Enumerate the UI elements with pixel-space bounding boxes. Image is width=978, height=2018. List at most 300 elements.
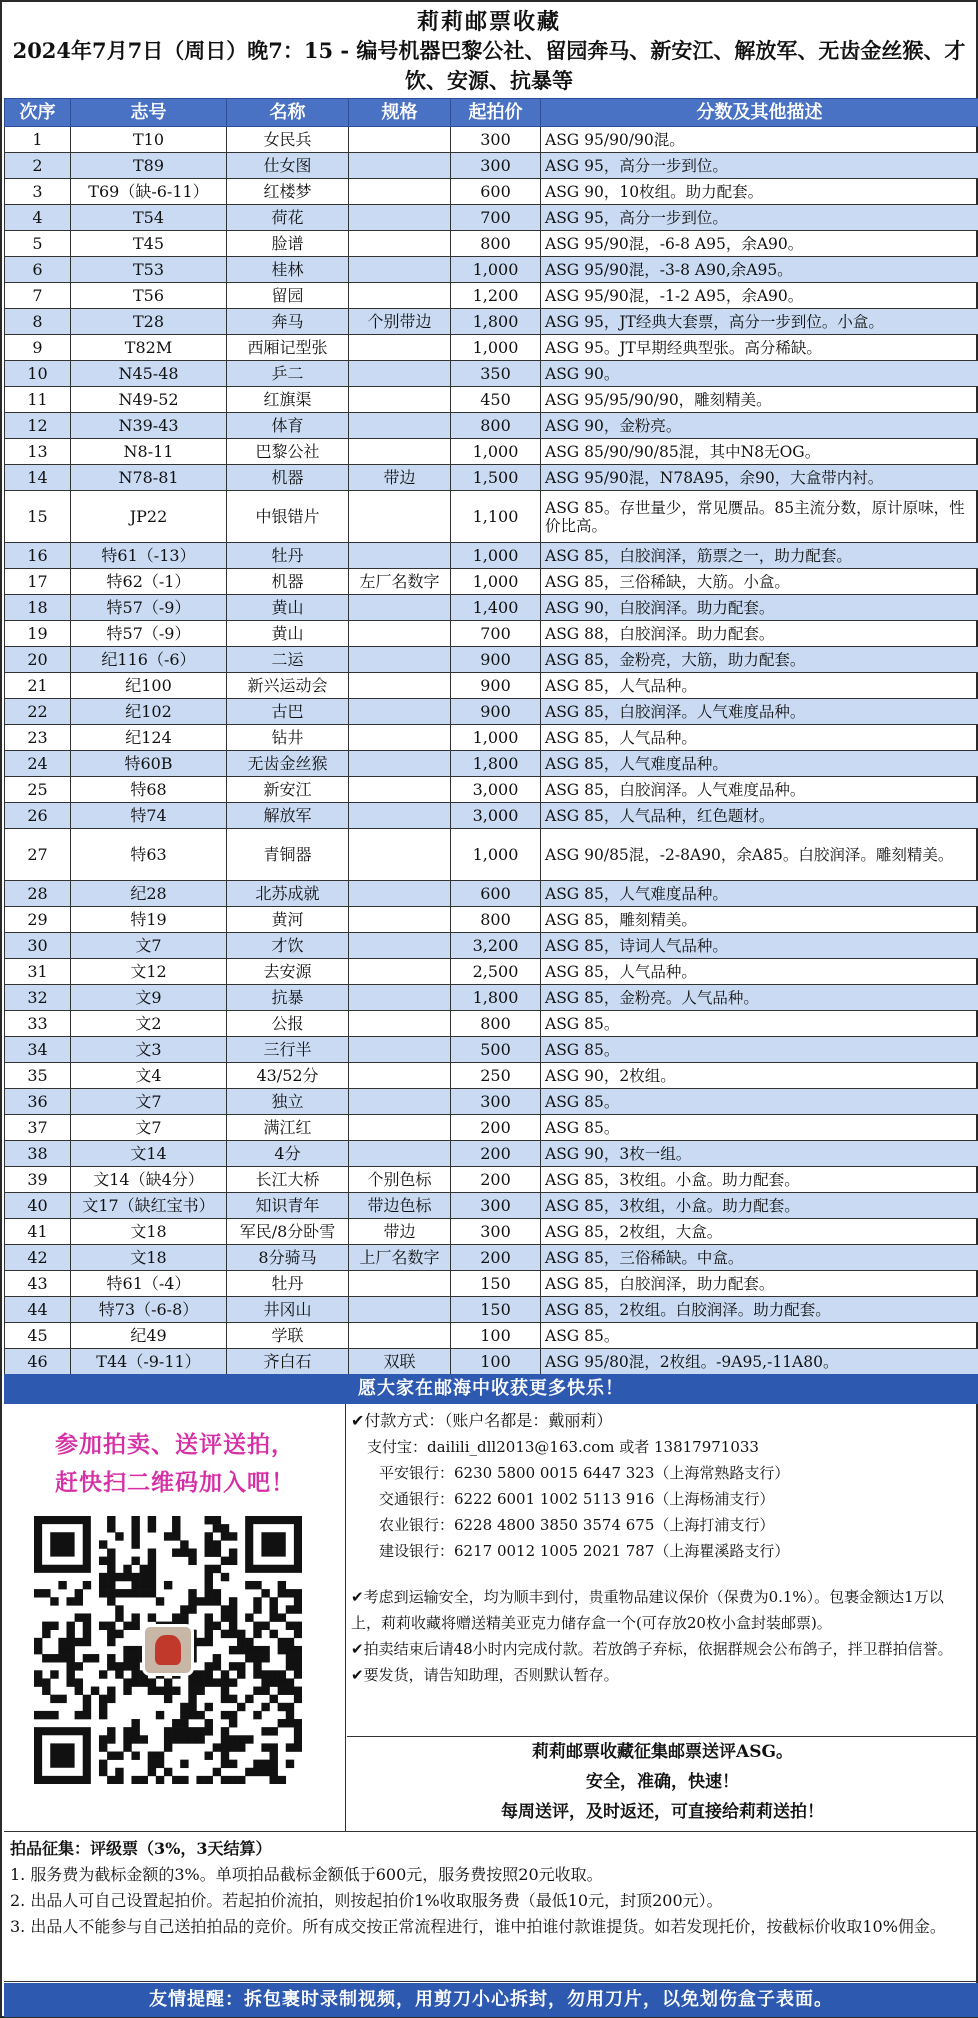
stamp-spec: [349, 205, 451, 231]
col-header-no: 次序: [5, 99, 71, 127]
start-price: 100: [451, 1349, 541, 1375]
stamp-code: N78-81: [71, 465, 227, 491]
start-price: 700: [451, 621, 541, 647]
stamp-spec: [349, 439, 451, 465]
stamp-spec: 左厂名数字: [349, 569, 451, 595]
lot-description: ASG 85，诗词人气品种。: [541, 933, 978, 959]
stamp-name: 知识青年: [227, 1193, 349, 1219]
start-price: 600: [451, 881, 541, 907]
asg-line-3: 每周送评，及时返还，可直接给莉莉送拍！: [501, 1802, 824, 1822]
lot-description: ASG 95/90混，-1-2 A95，余A90。: [541, 283, 978, 309]
stamp-spec: [349, 257, 451, 283]
stamp-name: 长江大桥: [227, 1167, 349, 1193]
start-price: 900: [451, 673, 541, 699]
table-row: [5, 673, 978, 699]
col-header-name: 名称: [227, 99, 349, 127]
rules-heading: 拍品征集：评级票（3%，3天结算）: [10, 1839, 272, 1858]
lot-number: 39: [5, 1167, 71, 1193]
stamp-name: 红旗渠: [227, 387, 349, 413]
stamp-code: N49-52: [71, 387, 227, 413]
stamp-spec: [349, 283, 451, 309]
rule-item: 2. 出品人可自己设置起拍价。若起拍价流拍，则按起拍价1%收取服务费（最低10元，封顶200元）。: [10, 1891, 723, 1910]
start-price: 200: [451, 1245, 541, 1271]
stamp-name: 桂林: [227, 257, 349, 283]
start-price: 350: [451, 361, 541, 387]
stamp-code: 特62（-1）: [71, 569, 227, 595]
start-price: 1,100: [451, 491, 541, 543]
lot-description: ASG 95，JT经典大套票，高分一步到位。小盒。: [541, 309, 978, 335]
stamp-name: 43/52分: [227, 1063, 349, 1089]
lot-description: ASG 85。: [541, 1323, 978, 1349]
stamp-name: 8分骑马: [227, 1245, 349, 1271]
stamp-spec: [349, 1297, 451, 1323]
table-row: [5, 1115, 978, 1141]
table-row: [5, 595, 978, 621]
lot-number: 19: [5, 621, 71, 647]
table-row: [5, 777, 978, 803]
stamp-name: 井冈山: [227, 1297, 349, 1323]
lot-description: ASG 85，金粉亮，大筋，助力配套。: [541, 647, 978, 673]
qr-code[interactable]: [34, 1516, 302, 1784]
lot-number: 29: [5, 907, 71, 933]
start-price: 800: [451, 907, 541, 933]
table-row: [5, 283, 978, 309]
table-row: [5, 959, 978, 985]
lot-number: 23: [5, 725, 71, 751]
lot-description: ASG 95，高分一步到位。: [541, 153, 978, 179]
lot-number: 25: [5, 777, 71, 803]
start-price: 900: [451, 699, 541, 725]
lot-number: 8: [5, 309, 71, 335]
lot-description: ASG 95/80混，2枚组。-9A95,-11A80。: [541, 1349, 978, 1375]
lot-number: 26: [5, 803, 71, 829]
stamp-name: 新安江: [227, 777, 349, 803]
lot-description: ASG 90，金粉亮。: [541, 413, 978, 439]
stamp-spec: [349, 985, 451, 1011]
start-price: 1,800: [451, 985, 541, 1011]
lot-number: 36: [5, 1089, 71, 1115]
stamp-code: 特57（-9）: [71, 621, 227, 647]
stamp-name: 无齿金丝猴: [227, 751, 349, 777]
asg-line-2: 安全，准确，快速！: [586, 1772, 739, 1792]
qr-panel: [4, 1404, 346, 1832]
lot-description: ASG 85。: [541, 1011, 978, 1037]
lots-table: [4, 98, 978, 1375]
payment-heading: ✔付款方式：（账户名都是：戴丽莉）: [351, 1411, 613, 1430]
start-price: 1,000: [451, 569, 541, 595]
lot-description: ASG 85，2枚组。白胶润泽。助力配套。: [541, 1297, 978, 1323]
lot-number: 24: [5, 751, 71, 777]
stamp-code: T44（-9-11）: [71, 1349, 227, 1375]
table-row: [5, 543, 978, 569]
table-row: [5, 1219, 978, 1245]
table-row: [5, 1245, 978, 1271]
table-row: [5, 413, 978, 439]
stamp-spec: [349, 1323, 451, 1349]
asg-service-box: [347, 1736, 978, 1832]
stamp-spec: [349, 595, 451, 621]
lot-description: ASG 85，白胶润泽，筋票之一，助力配套。: [541, 543, 978, 569]
promo-text: [14, 1426, 336, 1502]
start-price: 700: [451, 205, 541, 231]
table-row: [5, 231, 978, 257]
stamp-name: 乒二: [227, 361, 349, 387]
lot-description: ASG 90，白胶润泽。助力配套。: [541, 595, 978, 621]
stamp-spec: [349, 1115, 451, 1141]
bank-line: 平安银行：6230 5800 0015 6447 323（上海常熟路支行）: [379, 1464, 790, 1482]
lot-number: 42: [5, 1245, 71, 1271]
qr-logo: [142, 1624, 194, 1676]
table-row: [5, 1297, 978, 1323]
start-price: 500: [451, 1037, 541, 1063]
stamp-code: 特74: [71, 803, 227, 829]
start-price: 200: [451, 1141, 541, 1167]
table-row: [5, 907, 978, 933]
start-price: 3,000: [451, 777, 541, 803]
stamp-code: 文7: [71, 933, 227, 959]
stamp-spec: [349, 127, 451, 153]
start-price: 1,000: [451, 257, 541, 283]
stamp-spec: [349, 361, 451, 387]
lot-description: ASG 90，2枚组。: [541, 1063, 978, 1089]
table-row: [5, 1167, 978, 1193]
stamp-spec: [349, 413, 451, 439]
lot-description: ASG 85，三俗稀缺，大筋。小盒。: [541, 569, 978, 595]
table-row: [5, 699, 978, 725]
stamp-spec: [349, 777, 451, 803]
col-header-desc: 分数及其他描述: [541, 99, 978, 127]
lot-description: ASG 85，人气难度品种。: [541, 881, 978, 907]
lot-number: 2: [5, 153, 71, 179]
table-row: [5, 829, 978, 881]
stamp-code: 文18: [71, 1219, 227, 1245]
start-price: 300: [451, 127, 541, 153]
stamp-spec: [349, 803, 451, 829]
start-price: 150: [451, 1271, 541, 1297]
lot-description: ASG 85/90/90/85混，其中N8无OG。: [541, 439, 978, 465]
stamp-spec: [349, 673, 451, 699]
start-price: 1,000: [451, 543, 541, 569]
stamp-spec: 带边色标: [349, 1193, 451, 1219]
stamp-name: 古巴: [227, 699, 349, 725]
stamp-spec: [349, 907, 451, 933]
auction-subtitle: 2024年7月7日（周日）晚7：15 - 编号机器巴黎公社、留园奔马、新安江、解放军、无齿金丝猴、才饮、安源、抗暴等: [12, 38, 966, 93]
stamp-code: T10: [71, 127, 227, 153]
start-price: 900: [451, 647, 541, 673]
start-price: 3,200: [451, 933, 541, 959]
stamp-name: 奔马: [227, 309, 349, 335]
stamp-code: 纪116（-6）: [71, 647, 227, 673]
stamp-name: 脸谱: [227, 231, 349, 257]
promo-line-1: 参加拍卖、送评送拍，: [55, 1431, 295, 1458]
lot-description: ASG 85，金粉亮。人气品种。: [541, 985, 978, 1011]
table-row: [5, 1063, 978, 1089]
table-row: [5, 881, 978, 907]
stamp-name: 齐白石: [227, 1349, 349, 1375]
lot-number: 3: [5, 179, 71, 205]
stamp-code: N8-11: [71, 439, 227, 465]
stamp-name: 抗暴: [227, 985, 349, 1011]
start-price: 1,000: [451, 335, 541, 361]
stamp-name: 钻井: [227, 725, 349, 751]
table-row: [5, 621, 978, 647]
stamp-spec: [349, 335, 451, 361]
stamp-code: 特57（-9）: [71, 595, 227, 621]
start-price: 300: [451, 1219, 541, 1245]
stamp-name: 体育: [227, 413, 349, 439]
lot-description: ASG 85，白胶润泽。人气难度品种。: [541, 699, 978, 725]
lot-number: 15: [5, 491, 71, 543]
lot-description: ASG 85，三俗稀缺。中盒。: [541, 1245, 978, 1271]
lot-number: 35: [5, 1063, 71, 1089]
stamp-code: 文9: [71, 985, 227, 1011]
stamp-code: 纪49: [71, 1323, 227, 1349]
lot-number: 4: [5, 205, 71, 231]
note-dispatch: ✔要发货，请告知助理，否则默认暂存。: [351, 1666, 619, 1684]
lot-description: ASG 95/90混，-6-8 A95，余A90。: [541, 231, 978, 257]
start-price: 100: [451, 1323, 541, 1349]
stamp-code: 文3: [71, 1037, 227, 1063]
stamp-code: 文4: [71, 1063, 227, 1089]
lot-description: ASG 85，白胶润泽。人气难度品种。: [541, 777, 978, 803]
stamp-name: 北苏成就: [227, 881, 349, 907]
lot-number: 7: [5, 283, 71, 309]
lot-description: ASG 85，白胶润泽，助力配套。: [541, 1271, 978, 1297]
start-price: 3,000: [451, 803, 541, 829]
stamp-name: 红楼梦: [227, 179, 349, 205]
stamp-spec: [349, 1037, 451, 1063]
stamp-name: 机器: [227, 569, 349, 595]
start-price: 150: [451, 1297, 541, 1323]
start-price: 800: [451, 413, 541, 439]
stamp-code: 纪28: [71, 881, 227, 907]
table-row: [5, 1011, 978, 1037]
table-row: [5, 1193, 978, 1219]
stamp-spec: [349, 231, 451, 257]
table-row: [5, 387, 978, 413]
lot-description: ASG 85。存世量少，常见赝品。85主流分数，原计原味，性价比高。: [541, 491, 978, 543]
table-row: [5, 309, 978, 335]
stamp-spec: [349, 1089, 451, 1115]
table-row: [5, 647, 978, 673]
lot-description: ASG 95/90混，N78A95，余90，大盒带内衬。: [541, 465, 978, 491]
lot-number: 46: [5, 1349, 71, 1375]
table-row: [5, 1141, 978, 1167]
stamp-code: 文18: [71, 1245, 227, 1271]
lot-description: ASG 85，3枚组。小盒。助力配套。: [541, 1167, 978, 1193]
lot-number: 12: [5, 413, 71, 439]
lot-description: ASG 95/90/90混。: [541, 127, 978, 153]
stamp-name: 才饮: [227, 933, 349, 959]
stamp-name: 学联: [227, 1323, 349, 1349]
lot-number: 38: [5, 1141, 71, 1167]
stamp-spec: [349, 1271, 451, 1297]
stamp-spec: 带边: [349, 465, 451, 491]
stamp-name: 去安源: [227, 959, 349, 985]
stamp-code: 文14（缺4分）: [71, 1167, 227, 1193]
lot-number: 21: [5, 673, 71, 699]
table-row: [5, 1323, 978, 1349]
table-row: [5, 803, 978, 829]
lot-number: 22: [5, 699, 71, 725]
lot-number: 11: [5, 387, 71, 413]
shipping-notes: [351, 1584, 971, 1688]
start-price: 1,000: [451, 439, 541, 465]
lot-number: 9: [5, 335, 71, 361]
table-row: [5, 127, 978, 153]
title-block: [2, 2, 976, 98]
start-price: 300: [451, 1193, 541, 1219]
stamp-name: 满江红: [227, 1115, 349, 1141]
stamp-name: 牡丹: [227, 1271, 349, 1297]
stamp-name: 留园: [227, 283, 349, 309]
stamp-code: T28: [71, 309, 227, 335]
stamp-code: 特60B: [71, 751, 227, 777]
stamp-code: JP22: [71, 491, 227, 543]
stamp-name: 女民兵: [227, 127, 349, 153]
col-header-price: 起拍价: [451, 99, 541, 127]
lot-description: ASG 85，雕刻精美。: [541, 907, 978, 933]
table-row: [5, 257, 978, 283]
lot-description: ASG 88，白胶润泽。助力配套。: [541, 621, 978, 647]
stamp-code: 文12: [71, 959, 227, 985]
stamp-code: 特61（-4）: [71, 1271, 227, 1297]
stamp-name: 黄山: [227, 621, 349, 647]
stamp-spec: [349, 387, 451, 413]
lot-number: 17: [5, 569, 71, 595]
stamp-code: T82M: [71, 335, 227, 361]
asg-line-1: 莉莉邮票收藏征集邮票送评ASG。: [532, 1742, 793, 1762]
lot-description: ASG 85，人气难度品种。: [541, 751, 978, 777]
stamp-code: T53: [71, 257, 227, 283]
stamp-spec: 个别色标: [349, 1167, 451, 1193]
stamp-code: 特61（-13）: [71, 543, 227, 569]
table-row: [5, 1037, 978, 1063]
stamp-spec: [349, 725, 451, 751]
start-price: 250: [451, 1063, 541, 1089]
table-row: [5, 933, 978, 959]
start-price: 300: [451, 153, 541, 179]
start-price: 1,800: [451, 309, 541, 335]
col-header-code: 志号: [71, 99, 227, 127]
start-price: 1,000: [451, 725, 541, 751]
lot-description: ASG 95。JT早期经典型张。高分稀缺。: [541, 335, 978, 361]
stamp-code: 特63: [71, 829, 227, 881]
lot-description: ASG 85。: [541, 1115, 978, 1141]
alipay-line: 支付宝：dailili_dll2013@163.com 或者 13817971033: [367, 1438, 759, 1456]
stamp-code: 文2: [71, 1011, 227, 1037]
table-row: [5, 1089, 978, 1115]
consignment-rules: [4, 1832, 978, 1982]
lot-number: 14: [5, 465, 71, 491]
lot-description: ASG 85，人气品种。: [541, 959, 978, 985]
stamp-name: 西厢记型张: [227, 335, 349, 361]
lot-number: 30: [5, 933, 71, 959]
lot-number: 40: [5, 1193, 71, 1219]
table-row: [5, 1271, 978, 1297]
stamp-name: 中银错片: [227, 491, 349, 543]
table-row: [5, 205, 978, 231]
stamp-code: 纪102: [71, 699, 227, 725]
info-section: [4, 1404, 978, 1832]
mid-banner: 愿大家在邮海中收获更多快乐！: [4, 1374, 978, 1404]
stamp-code: T69（缺-6-11）: [71, 179, 227, 205]
stamp-code: 文14: [71, 1141, 227, 1167]
stamp-name: 仕女图: [227, 153, 349, 179]
stamp-spec: [349, 933, 451, 959]
lot-description: ASG 90。: [541, 361, 978, 387]
stamp-spec: [349, 699, 451, 725]
start-price: 1,000: [451, 829, 541, 881]
table-row: [5, 361, 978, 387]
table-row: [5, 985, 978, 1011]
stamp-spec: [349, 1141, 451, 1167]
promo-line-2: 赶快扫二维码加入吧！: [55, 1469, 295, 1496]
lot-number: 20: [5, 647, 71, 673]
table-row: [5, 569, 978, 595]
lot-number: 16: [5, 543, 71, 569]
lot-number: 45: [5, 1323, 71, 1349]
lot-number: 28: [5, 881, 71, 907]
note-payment-deadline: ✔拍卖结束后请48小时内完成付款。若放鸽子弃标，依据群规会公布鸽子，拌卫群拍信誉。: [351, 1640, 953, 1658]
stamp-spec: [349, 881, 451, 907]
lot-number: 34: [5, 1037, 71, 1063]
lot-number: 10: [5, 361, 71, 387]
lot-number: 31: [5, 959, 71, 985]
stamp-name: 三行半: [227, 1037, 349, 1063]
table-row: [5, 491, 978, 543]
start-price: 450: [451, 387, 541, 413]
lot-number: 27: [5, 829, 71, 881]
bank-line: 农业银行：6228 4800 3850 3574 675（上海打浦支行）: [379, 1516, 775, 1534]
stamp-spec: [349, 621, 451, 647]
col-header-spec: 规格: [349, 99, 451, 127]
bank-line: 交通银行：6222 6001 1002 5113 916（上海杨浦支行）: [379, 1490, 775, 1508]
lot-description: ASG 95/90混，-3-8 A90,余A95。: [541, 257, 978, 283]
stamp-name: 机器: [227, 465, 349, 491]
lot-description: ASG 85，人气品种。: [541, 673, 978, 699]
stamp-name: 黄山: [227, 595, 349, 621]
stamp-code: 文7: [71, 1089, 227, 1115]
lot-number: 13: [5, 439, 71, 465]
stamp-code: 文7: [71, 1115, 227, 1141]
bank-line: 建设银行：6217 0012 1005 2021 787（上海瞿溪路支行）: [379, 1542, 790, 1560]
rule-item: 3. 出品人不能参与自己送拍拍品的竞价。所有成交按正常流程进行，谁中拍谁付款谁提货。如若发现托价，按截标价收取10%佣金。: [10, 1917, 946, 1936]
stamp-code: T45: [71, 231, 227, 257]
stamp-spec: [349, 543, 451, 569]
stamp-code: 特68: [71, 777, 227, 803]
stamp-name: 新兴运动会: [227, 673, 349, 699]
stamp-spec: 个别带边: [349, 309, 451, 335]
stamp-spec: [349, 153, 451, 179]
table-row: [5, 725, 978, 751]
stamp-code: 特73（-6-8）: [71, 1297, 227, 1323]
stamp-name: 二运: [227, 647, 349, 673]
start-price: 2,500: [451, 959, 541, 985]
table-row: [5, 179, 978, 205]
lot-description: ASG 95，高分一步到位。: [541, 205, 978, 231]
stamp-code: T56: [71, 283, 227, 309]
stamp-spec: [349, 751, 451, 777]
lots-table-body: [5, 127, 978, 1375]
stamp-name: 巴黎公社: [227, 439, 349, 465]
lot-description: ASG 85，人气品种，红色题材。: [541, 803, 978, 829]
stamp-name: 荷花: [227, 205, 349, 231]
lot-description: ASG 85。: [541, 1037, 978, 1063]
stamp-name: 4分: [227, 1141, 349, 1167]
stamp-name: 军民/8分卧雪: [227, 1219, 349, 1245]
stamp-spec: [349, 959, 451, 985]
